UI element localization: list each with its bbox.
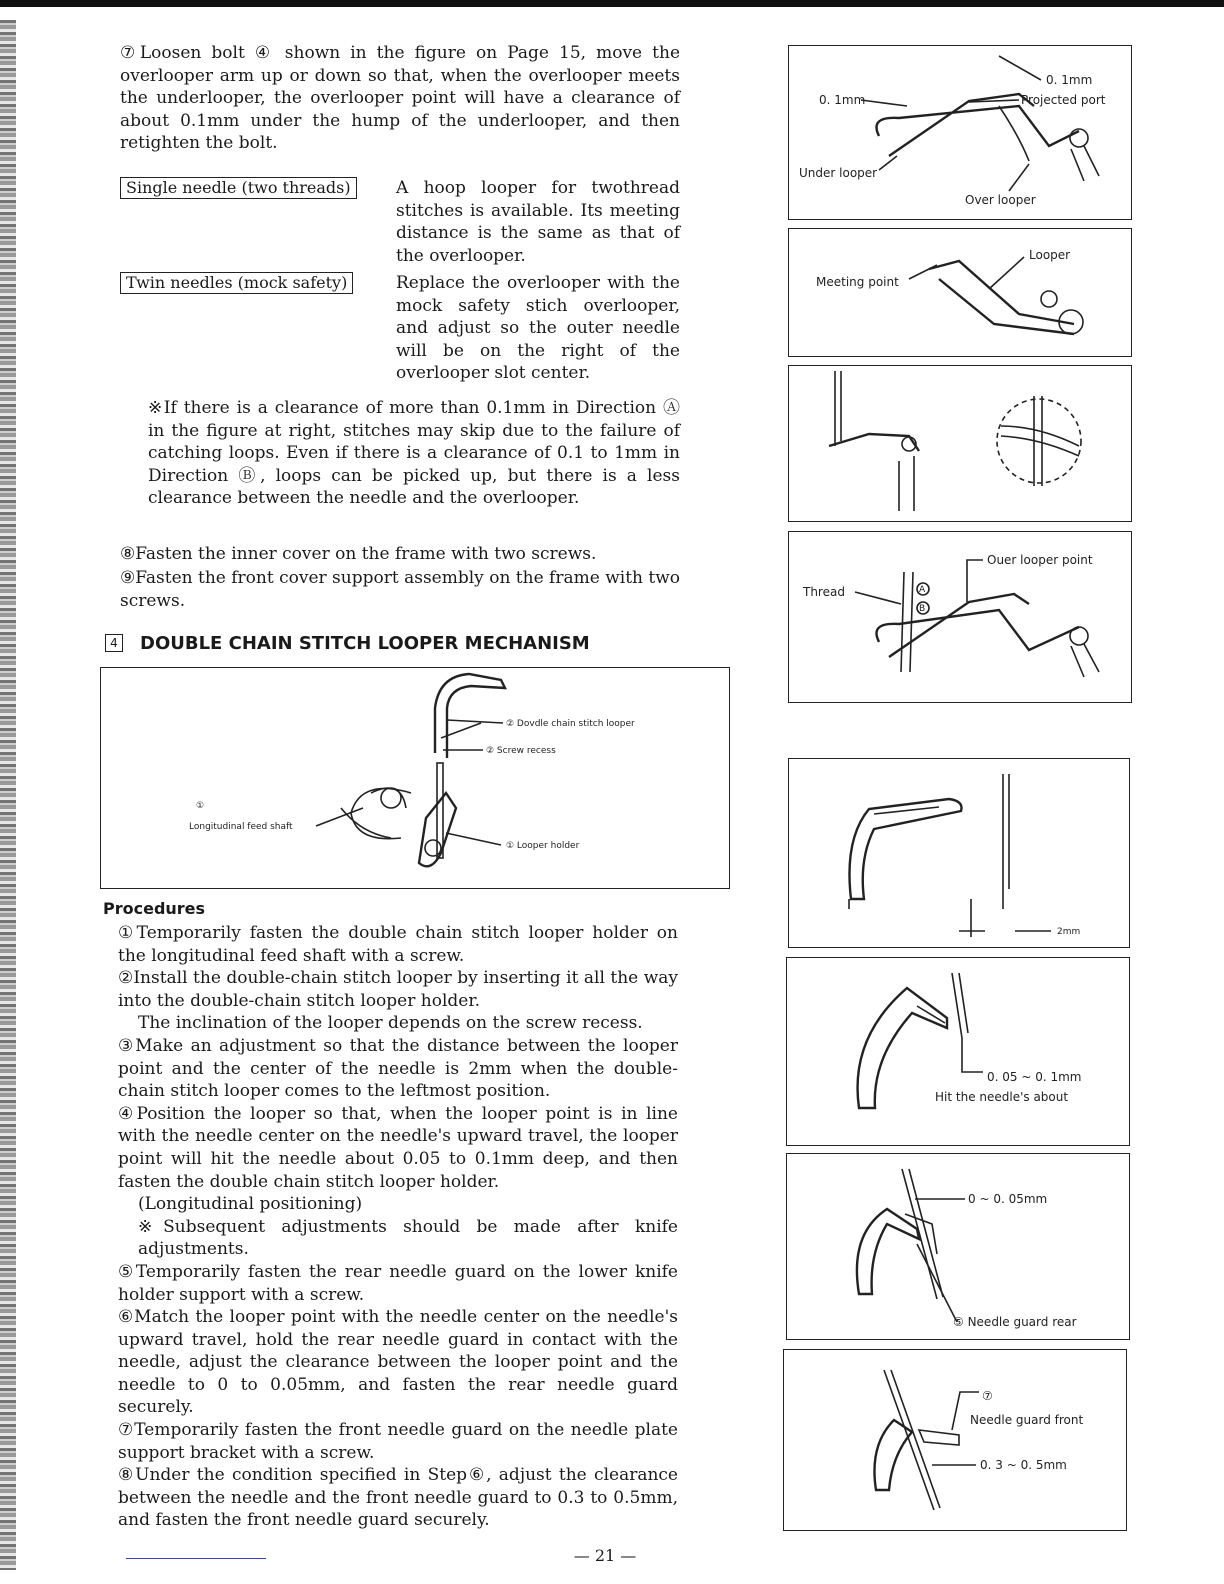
fig1-left-clearance: 0. 1mm	[819, 93, 866, 107]
needle-overlooper-figure	[788, 365, 1132, 522]
procedure-step: ⑥Match the looper point with the needle center on the needle's upward travel, hold the rear needle guard in contact with the needle, adjust the clearance between the looper point and the needle to 0 to 0.05mm, and fasten the rear needle guard securely.	[118, 1307, 678, 1418]
looper-needle-distance-figure	[788, 758, 1130, 948]
procedure-step: ③Make an adjustment so that the distance between the looper point and the center of the needle is 2mm when the double-chain stitch looper comes to the leftmost position.	[118, 1035, 678, 1102]
scan-top-edge	[0, 0, 1224, 7]
fig8-guard-label: Needle guard front	[970, 1413, 1084, 1427]
step-9-text: ⑨Fasten the front cover support assembly on the frame with two screws.	[120, 568, 680, 611]
looper-mechanism-figure	[100, 667, 730, 889]
scan-binding-edge	[0, 20, 16, 1570]
step-8-text: ⑧Fasten the inner cover on the frame with two screws.	[120, 544, 597, 564]
fig7-clearance: 0 ~ 0. 05mm	[968, 1192, 1048, 1206]
fig7-guard-label: ⑤ Needle guard rear	[953, 1315, 1077, 1329]
fig8-number: ⑦	[982, 1389, 993, 1403]
fig6-depth: 0. 05 ~ 0. 1mm	[987, 1070, 1082, 1084]
procedures-list	[118, 922, 678, 1532]
fig1-right-clearance: 0. 1mm	[1046, 73, 1093, 87]
procedure-step: ⑧Under the condition specified in Step⑥, adjust the clearance between the needle and the front needle guard to 0.3 to 0.5mm, and fasten the front needle guard securely.	[118, 1465, 678, 1531]
overlooper-clearance-figure	[788, 45, 1132, 220]
rear-needle-guard-figure	[786, 1153, 1130, 1340]
fig1-under-looper: Under looper	[799, 166, 878, 180]
fig4-thread: Thread	[803, 585, 845, 599]
single-needle-label: Single needle (two threads)	[120, 177, 357, 199]
fig2-looper-label: Looper	[1029, 248, 1071, 262]
fig8-clearance: 0. 3 ~ 0. 5mm	[980, 1458, 1067, 1472]
clearance-note: ※If there is a clearance of more than 0.1mm in Direction Ⓐ in the figure at right, stitches may skip due to the failure of catching loops. Even if there is a clearance of 0.1 to 1mm in Direction Ⓑ, loops can be picked up, but there is a less clearance between the needle and the overlooper.	[148, 398, 680, 509]
procedures-title: Procedures	[103, 899, 206, 918]
fig1-projected-port: Projected port	[1021, 93, 1106, 107]
single-needle-text: A hoop looper for twothread stitches is available. Its meeting distance is the same as that of the overlooper.	[396, 178, 680, 266]
fig2-meeting-point-label: Meeting point	[816, 275, 899, 289]
footer-rule	[126, 1558, 266, 1559]
section-title: DOUBLE CHAIN STITCH LOOPER MECHANISM	[140, 633, 590, 654]
procedure-step: ⑦Temporarily fasten the front needle guard on the needle plate support bracket with a screw.	[118, 1420, 678, 1463]
meeting-point-figure	[788, 228, 1132, 357]
fig1-over-looper: Over looper	[965, 193, 1036, 207]
fig4-overlooper-point: Ouer looper point	[987, 553, 1093, 567]
procedure-step: ①Temporarily fasten the double chain stitch looper holder on the longitudinal feed shaft with a screw.	[118, 923, 678, 966]
procedure-step: The inclination of the looper depends on the screw recess.	[138, 1013, 643, 1034]
procedure-step: ※Subsequent adjustments should be made after knife adjustments.	[138, 1216, 678, 1260]
looper-label: ② Dovdle chain stitch looper	[506, 719, 635, 729]
shaft-number: ①	[196, 801, 205, 811]
mechanism-drawing	[101, 668, 729, 888]
procedure-step: (Longitudinal positioning)	[138, 1194, 363, 1215]
screw-recess-label: ② Screw recess	[486, 746, 556, 756]
page-number: — 21 —	[573, 1546, 637, 1565]
procedure-step: ⑤Temporarily fasten the rear needle guard on the lower knife holder support with a screw.	[118, 1261, 678, 1305]
needle-hit-depth-figure	[786, 957, 1130, 1146]
procedure-step: ④Position the looper so that, when the looper point is in line with the needle center on the needle's upward travel, the looper point will hit the needle about 0.05 to 0.1mm deep, and then fasten the double chain stitch looper holder.	[118, 1103, 678, 1192]
step-7-paragraph: ⑦Loosen bolt ④ shown in the figure on Page 15, move the overlooper arm up or down so that, when the overlooper meets the underlooper, the overlooper point will have a clearance of about 0.1mm under the hump of the underlooper, and then retighten the bolt.	[120, 43, 680, 154]
section-number: 4	[105, 634, 123, 652]
shaft-label: Longitudinal feed shaft	[189, 822, 293, 832]
twin-needles-label: Twin needles (mock safety)	[120, 272, 353, 294]
procedure-step: ②Install the double-chain stitch looper by inserting it all the way into the double-chain stitch looper holder.	[118, 968, 678, 1011]
fig6-hit-label: Hit the needle's about	[935, 1090, 1069, 1104]
twin-needles-text: Replace the overlooper with the mock safety stich overlooper, and adjust so the outer needle will be on the right of the overlooper slot center.	[396, 273, 680, 384]
direction-a-label: A	[919, 585, 926, 595]
front-needle-guard-figure	[783, 1349, 1127, 1531]
overlooper-point-direction-figure	[788, 531, 1132, 703]
fig5-distance: 2mm	[1057, 927, 1081, 937]
holder-label: ① Looper holder	[506, 841, 580, 851]
direction-b-label: B	[919, 604, 926, 614]
